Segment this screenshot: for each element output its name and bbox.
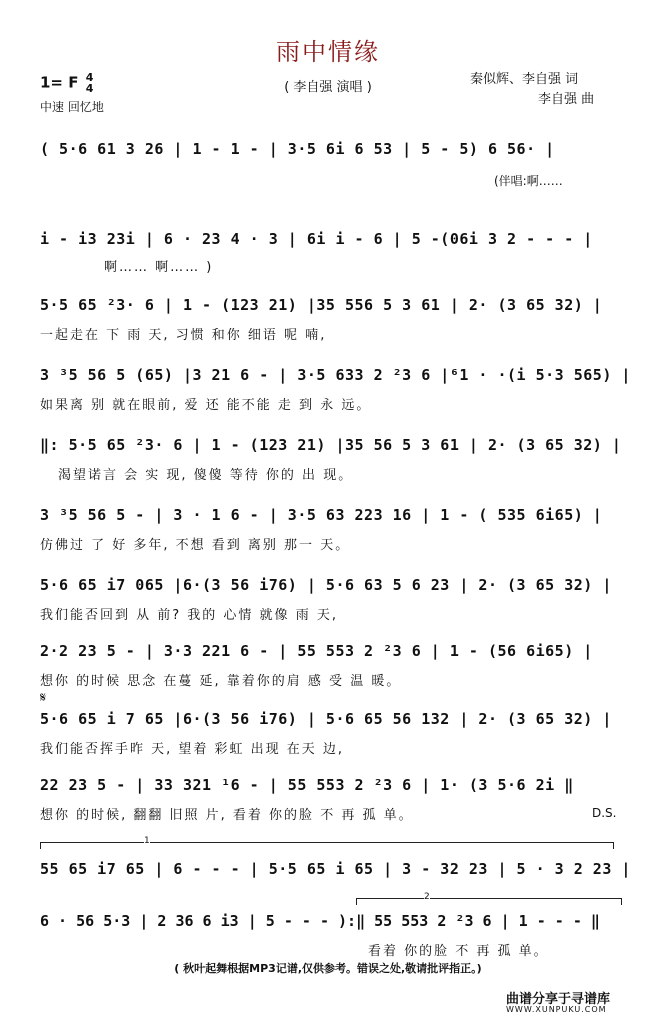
lyric-row-2: 啊…… 啊…… ) [104,260,214,275]
composer-credit: 李自强 曲 [538,92,595,107]
key-signature [40,72,93,94]
score-row-7: 5·6 65 i7 065 |6·(3 56 i76) | 5·6 63 5 6 23 | 2· (3 65 32) | [40,576,612,594]
score-row-10: 22 23 5 - | 33 321 ¹6 - | 55 553 2 ²3 6 | 1· (3 5·6 2i ‖ [40,776,574,794]
volta-1-bracket [40,842,614,849]
site-watermark: 曲谱分享于寻谱库 [506,992,611,1007]
lyric-row-12: 看着 你的脸 不 再 孤 单。 [368,944,549,959]
score-row-8: 2·2 23 5 - | 3·3 221 6 - | 55 553 2 ²3 6 | 1 - (56 6i65) | [40,642,593,660]
site-url: WWW.XUNPUKU.COM [506,1005,607,1014]
lyric-row-8: 想你 的时候 思念 在蔓 延, 靠着你的肩 感 受 温 暖。 [40,674,402,689]
score-row-4: 3 ³5 56 5 (65) |3 21 6 - | 3·5 633 2 ²3 6 |⁶1 · ·(i 5·3 565) | [40,366,631,384]
volta-2-bracket [356,898,622,905]
lyric-row-3: 一起走在 下 雨 天, 习惯 和你 细语 呢 喃, [40,328,327,343]
time-bottom: 4 [85,82,94,95]
ds-marking: D.S. [592,806,617,820]
time-top: 4 [85,71,94,84]
score-row-12: 6 · 56 5·3 | 2 36 6 i3 | 5 - - - ):‖ 55 553 2 ²3 6 | 1 - - - ‖ [40,912,600,930]
transcription-note: ( 秋叶起舞根据MP3记谱,仅供参考。错误之处,敬请批评指正。) [174,962,482,975]
lyricist-credit: 秦似辉、李自强 词 [470,72,579,87]
song-title: 雨中情缘 [276,38,380,66]
score-row-3: 5·5 65 ²3· 6 | 1 - (123 21) |35 556 5 3 61 | 2· (3 65 32) | [40,296,603,314]
segno-sign: 𝄋 [40,690,47,706]
lyric-row-10: 想你 的时候, 翻翻 旧照 片, 看着 你的脸 不 再 孤 单。 [40,808,414,823]
score-row-2: i - i3 23i | 6 · 23 4 · 3 | 6i i - 6 | 5 -(06i 3 2 - - - | [40,230,593,248]
singer-credit: ( 李自强 演唱 ) [284,80,372,95]
lyric-row-6: 仿佛过 了 好 多年, 不想 看到 离别 那一 天。 [40,538,351,553]
key-label: 1= F [40,73,79,92]
lyric-row-5: 渴望诺言 会 实 现, 傻傻 等待 你的 出 现。 [58,468,354,483]
volta-2-number: 2 [424,892,430,902]
time-signature [86,72,94,94]
volta-1-number: 1 [144,836,150,846]
score-row-11: 55 65 i7 65 | 6 - - - | 5·5 65 i 65 | 3 - 32 23 | 5 · 3 2 23 | [40,860,631,878]
score-row-9: 5·6 65 i 7 65 |6·(3 56 i76) | 5·6 65 56 132 | 2· (3 65 32) | [40,710,612,728]
lyric-row-4: 如果离 别 就在眼前, 爱 还 能不能 走 到 永 远。 [40,398,372,413]
lyric-row-7: 我们能否回到 从 前? 我的 心情 就像 雨 天, [40,608,338,623]
score-row-1: ( 5·6 61 3 26 | 1 - 1 - | 3·5 6i 6 53 | 5 - 5) 6 56· | [40,140,555,158]
score-row-6: 3 ³5 56 5 - | 3 · 1 6 - | 3·5 63 223 16 | 1 - ( 535 6i65) | [40,506,603,524]
lyric-row-9: 我们能否挥手昨 天, 望着 彩虹 出现 在天 边, [40,742,345,757]
tempo-marking: 中速 回忆地 [40,100,104,114]
chorus-annotation: (伴唱:啊…… [494,174,563,188]
score-row-5: ‖: 5·5 65 ²3· 6 | 1 - (123 21) |35 56 5 3 61 | 2· (3 65 32) | [40,436,622,454]
